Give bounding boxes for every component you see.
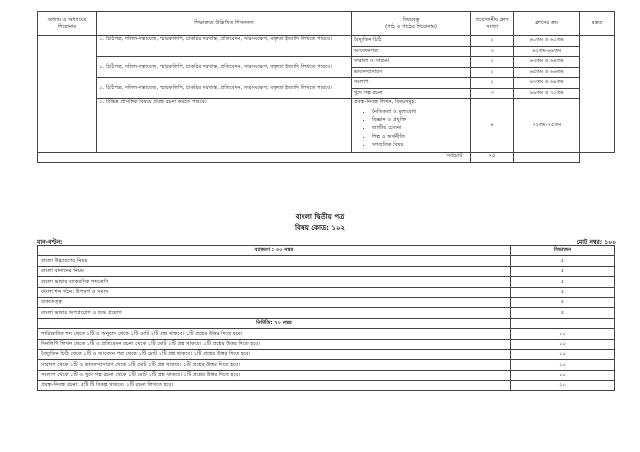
essay-content-cell [351, 99, 470, 153]
essay-topic: • নৈতিকতা ও মূল্যবোধ [372, 108, 468, 116]
header-content [351, 12, 470, 36]
item-marks: ৫ [511, 266, 615, 276]
remarks-cell [580, 36, 615, 153]
section-heading-row [38, 246, 615, 256]
total-empty [513, 153, 579, 163]
table-row [38, 360, 615, 370]
item-marks: ২০ [511, 381, 615, 391]
item-name: বৈদ্যুতিন চিঠি থেকে ১টি ও আবেদন পত্র থেকে ১টি মোট ২টি প্রশ্ন থাকবে। ১টি প্রশ্নের উত্তর দিতে হবে। [38, 349, 511, 359]
header-content-sub: (পাঠ ও পাঠের শিরোনাম) [385, 23, 437, 30]
order-cell: ৬৫তম ও ৬৬তম [513, 67, 579, 78]
header-outcomes: শিক্ষাক্রমে উল্লিখিত শিখনফল [97, 12, 352, 36]
table-row [38, 256, 615, 266]
item-name: বাংলা উচ্চারণের নিয়ম [38, 256, 511, 266]
item-marks: ৫ [511, 277, 615, 287]
content-cell: খুদে গল্প রচনা [351, 88, 470, 99]
item-name: সারাংশ থেকে ১টি ও ভাবসম্প্রসারণ থেকে ১টি মোট ২টি প্রশ্ন থাকবে। ১টি প্রশ্নের উত্তর দিতে হবে। [38, 360, 511, 370]
item-marks: ৫ [511, 308, 615, 318]
item-marks: ৫ [511, 297, 615, 307]
content-cell: সারাংশ ও সারমর্ম [351, 57, 470, 68]
count-cell: ২ [471, 36, 514, 47]
table-row [38, 297, 615, 307]
section-heading: ব্যাকরণ : ৩০ নম্বর [38, 246, 511, 256]
essay-topic: • জাতীয় চেতনা [372, 124, 468, 132]
table-row [38, 381, 615, 391]
marks-distribution-table [37, 245, 615, 391]
item-marks: ১০ [511, 370, 615, 380]
total-value: ৭৫ [471, 153, 514, 163]
table-row [38, 308, 615, 318]
item-marks: ১০ [511, 360, 615, 370]
section-heading-row [38, 318, 615, 328]
table-row [38, 329, 615, 339]
item-marks: ১০ [511, 329, 615, 339]
item-marks: ৫ [511, 256, 615, 266]
order-cell: ৬০তম ও ৬১তম [513, 36, 579, 47]
item-name: প্রবন্ধ-নিবন্ধ রচনা: ৫টি টি বিকল্প থাকবে। ১টি রচনা লিখতে হবে। [38, 381, 511, 391]
outcome-cell: ১. চিঠিপত্র, দলিল-দস্তাবেজ, স্মারকলিপি, চাকরির দরখাস্ত, প্রতিবেদন, সারসংক্ষেপ, বক্তৃতা ইত্যাদি লিখতে পারবে। [97, 57, 352, 78]
total-row [38, 153, 615, 163]
paper-title: বাংলা দ্বিতীয় পত্র [295, 213, 345, 221]
header-class-order: ক্লাসের ক্রম [513, 12, 579, 36]
table-row [38, 349, 615, 359]
count-cell: ৩ [471, 46, 514, 57]
lesson-plan-header-row [38, 12, 615, 36]
item-name: দিনলিপি লিখন থেকে ১টি ও প্রতিবেদন রচনা থেকে ১টি মোট ২টি প্রশ্ন থাকবে। ১টি প্রশ্নের উত্তর দিতে হবে। [38, 339, 511, 349]
item-name: সংলাপ থেকে ১টি ও খুদে গল্প রচনা থেকে ১টি মোট ২টি প্রশ্ন থাকবে। ১টি প্রশ্নের উত্তর দিতে হবে। [38, 370, 511, 380]
header-content-main: বিষয়বস্তু [402, 16, 420, 23]
outcome-cell: ১. চিঠিপত্র, দলিল-দস্তাবেজ, স্মারকলিপি, চাকরির দরখাস্ত, প্রতিবেদন, সারসংক্ষেপ, বক্তৃতা ইত্যাদি লিখতে পারবে। [97, 78, 352, 99]
essay-order-cell: ৭২তম-৭৫তম [513, 99, 579, 153]
essay-topic: • সাম্প্রতিক বিষয় [372, 141, 468, 149]
item-marks: ৫ [511, 287, 615, 297]
lesson-plan-table [37, 11, 615, 163]
item-name: পারিভাষিক শব্দ থেকে ১টি ও অনুবাদ থেকে ১টি মোট ২টি প্রশ্ন থাকবে। ১টি প্রশ্নের উত্তর দিতে হবে। [38, 329, 511, 339]
content-cell: বৈদ্যুতিন চিঠি [351, 36, 470, 47]
section-heading-right: বিভাজন [511, 246, 615, 256]
content-cell: আবেদনপত্র [351, 46, 470, 57]
count-cell: ২ [471, 67, 514, 78]
chapter-cell [38, 36, 97, 153]
header-remarks: মন্তব্য [580, 12, 615, 36]
table-row [38, 287, 615, 297]
essay-outcome-cell: ১. বিভিন্ন প্রাসঙ্গিক বিষয়ে প্রবন্ধ রচনা করতে পারবে। [97, 99, 352, 153]
paper-code: বিষয় কোড: ১০২ [294, 224, 346, 232]
item-name: বাক্যতত্ত্ব [38, 297, 511, 307]
count-cell: ২ [471, 57, 514, 68]
count-cell: ২ [471, 78, 514, 89]
table-row [38, 78, 615, 89]
total-marks: মোট নম্বর: ১০০ [576, 239, 616, 246]
content-cell: সংলাপ [351, 78, 470, 89]
item-marks: ১০ [511, 339, 615, 349]
total-blank [580, 153, 615, 163]
content-cell: ভাবসম্প্রসারণ [351, 67, 470, 78]
item-name: বাংলা বানানের নিয়ম [38, 266, 511, 276]
essay-topic: • বিজ্ঞান ও প্রযুক্তি [372, 116, 468, 124]
header-chapter: অধ্যায় ও অধ্যায়ের শিরোনাম [38, 12, 97, 36]
table-row [38, 36, 615, 47]
essay-count-cell: ৪ [471, 99, 514, 153]
order-cell: ৬৩তম ও ৬৪তম [513, 57, 579, 68]
order-cell: ৬২তম-৬৪তম [513, 46, 579, 57]
item-name: বাংলা ভাষার ব্যাকরণিক শব্দশ্রেণি [38, 277, 511, 287]
essay-topic-list [354, 108, 468, 150]
table-row [38, 277, 615, 287]
table-row [38, 370, 615, 380]
essay-content-title: প্রবন্ধ-নিবন্ধ লিখন, বিষয়সমূহ: [353, 99, 416, 105]
section-heading-right [511, 318, 615, 328]
table-row [38, 57, 615, 68]
outcome-cell: ১. চিঠিপত্র, দলিল-দস্তাবেজ, স্মারকলিপি, চাকরির দরখাস্ত, প্রতিবেদন, সারসংক্ষেপ, বক্তৃতা ইত্যাদি লিখতে পারবে। [97, 36, 352, 57]
total-label: সর্বমোট [38, 153, 471, 163]
table-row-essay [38, 99, 615, 153]
table-row [38, 339, 615, 349]
distribution-label: মান-বণ্টন: [37, 239, 63, 246]
item-name: বাংলা ভাষার অপপ্রয়োগ ও শুদ্ধ প্রয়োগ [38, 308, 511, 318]
item-name: বাংলা শব্দ গঠন: উপসর্গ ও সমাস [38, 287, 511, 297]
item-marks: ১০ [511, 349, 615, 359]
count-cell: ৩ [471, 88, 514, 99]
header-classes-needed: প্রয়োজনীয় ক্লাস সংখ্যা [471, 12, 514, 36]
order-cell: ৬৭তম ও ৬৮তম [513, 78, 579, 89]
section-heading: নির্মিতি: ৭০ নম্বর [38, 318, 511, 328]
order-cell: ৬৯তম ও ৭১তম [513, 88, 579, 99]
essay-topic: • শিল্প ও অর্থনীতি [372, 133, 468, 141]
table-row [38, 266, 615, 276]
